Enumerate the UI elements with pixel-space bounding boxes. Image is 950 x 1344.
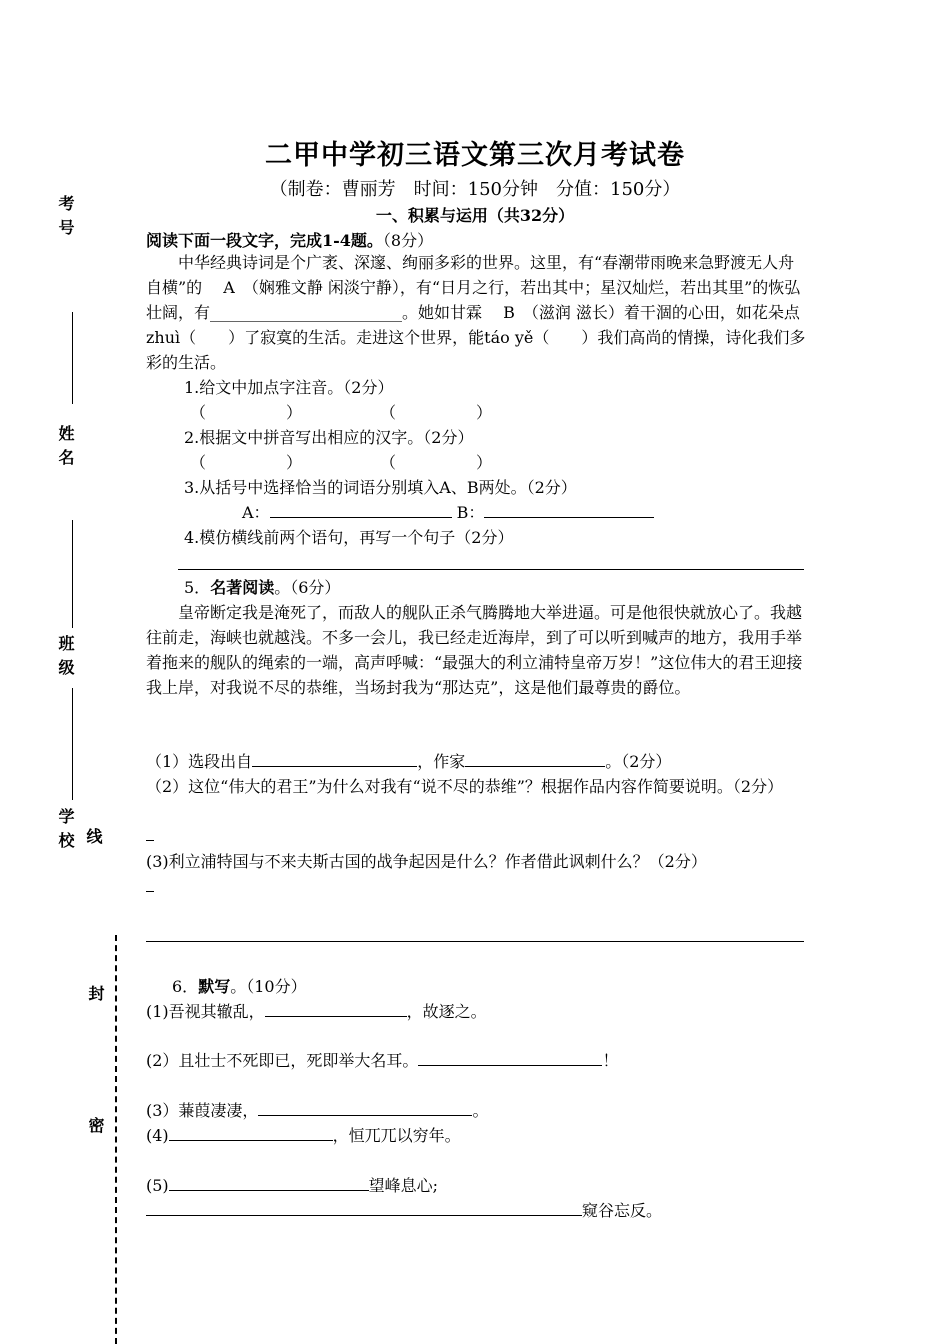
q6-line4-blank[interactable] xyxy=(169,1124,333,1141)
q5-sub2-answer-line[interactable] xyxy=(146,840,154,841)
q6-line4-text-b: ，恒兀兀以穷年。 xyxy=(332,1126,461,1145)
q3-answer-b[interactable] xyxy=(484,501,654,518)
question-5-heading xyxy=(184,575,340,598)
q6-line3-text-a: (3）蒹葭凄凄， xyxy=(146,1101,259,1120)
q2-blank-2[interactable]: （ ） xyxy=(380,453,493,472)
q6-line-2 xyxy=(146,1048,618,1071)
q6-line1-text-b: ，故逐之。 xyxy=(406,1002,487,1021)
exam-number-line xyxy=(72,312,73,404)
q5-title: 名著阅读 xyxy=(210,578,275,597)
q5-sub1-text-b: ，作家 xyxy=(417,752,466,771)
q5-sub3-answer-line[interactable] xyxy=(146,891,154,892)
class-line xyxy=(72,688,73,800)
q5-book-title-blank[interactable] xyxy=(252,750,417,767)
q6-line2-text-b: ！ xyxy=(602,1051,619,1070)
q6-line1-blank[interactable] xyxy=(265,1000,407,1017)
q6-line5-blank[interactable] xyxy=(169,1174,369,1191)
q3-label-b: B： xyxy=(456,503,485,522)
q1-blank-2[interactable]: （ ） xyxy=(380,403,493,422)
page-title: 二甲中学初三语文第三次月考试卷 xyxy=(265,140,685,171)
q6-line1-text-a: (1)吾视其辙乱， xyxy=(146,1002,265,1021)
q5-answer-line[interactable] xyxy=(146,941,804,942)
q6-line2-text-a: (2）且壮士不死即已，死即举大名耳。 xyxy=(146,1051,419,1070)
q2-blank-1[interactable]: （ ） xyxy=(190,453,303,472)
exam-number-label: 考号 xyxy=(56,195,75,243)
seal-feng-label: 封 xyxy=(86,985,105,1009)
question-1: 1.给文中加点字注音。（2分） xyxy=(184,378,394,397)
q6-line3-text-b: 。 xyxy=(472,1101,489,1120)
q6-line6-blank[interactable] xyxy=(146,1199,582,1216)
q1-4-intro-score: （8分） xyxy=(382,231,434,250)
q1-4-intro-instruction: 阅读下面一段文字，完成1-4题。 xyxy=(146,231,383,250)
q1-blank-1[interactable]: （ ） xyxy=(190,403,303,422)
q6-line2-blank[interactable] xyxy=(418,1049,602,1066)
name-label: 姓名 xyxy=(56,425,75,473)
name-line xyxy=(72,520,73,628)
q5-author-blank[interactable] xyxy=(465,750,605,767)
q1-4-intro xyxy=(146,228,433,251)
q6-line-3 xyxy=(146,1098,488,1121)
section-heading: 一、积累与运用（共32分） xyxy=(375,206,575,225)
exam-info: （制卷：曹丽芳 时间：150分钟 分值：150分） xyxy=(269,179,681,200)
seal-dashed-line xyxy=(115,935,117,1344)
q6-title: 默写 xyxy=(198,977,231,996)
q6-line-6 xyxy=(146,1198,662,1221)
q6-line-4 xyxy=(146,1123,461,1146)
q6-line5-text-b: 望峰息心; xyxy=(368,1176,439,1195)
q5-sub-2: （2）这位“伟大的君王”为什么对我有“说不尽的恭维”？根据作品内容作简要说明。（2分） xyxy=(146,777,784,796)
q6-line5-text-a: (5) xyxy=(146,1176,169,1195)
q3-answer-a[interactable] xyxy=(270,501,452,518)
q6-line3-blank[interactable] xyxy=(258,1099,472,1116)
q6-line4-text-a: (4) xyxy=(146,1126,169,1145)
q5-sub-3: (3)利立浦特国与不来夫斯古国的战争起因是什么？作者借此讽刺什么？（2分） xyxy=(146,852,707,871)
school-label: 学校 xyxy=(56,808,75,856)
question-3: 3.从括号中选择恰当的词语分别填入A、B两处。（2分） xyxy=(184,478,577,497)
q3-answers xyxy=(242,500,654,523)
reading-passage: 中华经典诗词是个广袤、深邃、绚丽多彩的世界。这里，有“春潮带雨晚来急野渡无人舟自横”的 A （娴雅文静 闲淡宁静），有“日月之行，若出其中；星汉灿烂，若出其里”的恢弘壮阔，有________________________。她如甘霖 B （滋润 滋长）着干涸的心田，如花朵点zhuì（ ）了寂寞的生活。走进这个世界，能táo yě（ ）我们高尚的情操，诗化我们多彩的生活。 xyxy=(146,253,806,372)
q5-score: 。（6分） xyxy=(274,578,341,597)
q6-line-5 xyxy=(146,1173,438,1196)
class-label: 班级 xyxy=(56,635,75,683)
q5-sub-1 xyxy=(146,749,671,772)
q6-number: 6． xyxy=(172,977,199,996)
q6-score: 。（10分） xyxy=(230,977,307,996)
q5-sub1-text-c: 。（2分） xyxy=(605,752,672,771)
q5-sub1-text-a: （1）选段出自 xyxy=(146,752,253,771)
q5-passage: 皇帝断定我是淹死了，而敌人的舰队正杀气腾腾地大举进逼。可是他很快就放心了。我越往前走，海峡也就越浅。不多一会儿，我已经走近海岸，到了可以听到喊声的地方，我用手举着拖来的舰队的绳索的一端，高声呼喊：“最强大的利立浦特皇帝万岁！”这位伟大的君王迎接我上岸，对我说不尽的恭维，当场封我为“那达克”，这是他们最尊贵的爵位。 xyxy=(146,603,803,697)
q3-label-a: A： xyxy=(242,503,270,522)
question-4: 4.模仿横线前两个语句，再写一个句子（2分） xyxy=(184,528,514,547)
q6-line-1 xyxy=(146,999,487,1022)
q5-number: 5． xyxy=(184,578,211,597)
question-6-heading xyxy=(172,974,307,997)
question-2: 2.根据文中拼音写出相应的汉字。（2分） xyxy=(184,428,474,447)
seal-line-label: 线 xyxy=(84,828,103,852)
seal-mi-label: 密 xyxy=(86,1117,105,1141)
q6-line6-text-b: 窥谷忘反。 xyxy=(582,1201,663,1220)
q4-answer-line[interactable] xyxy=(178,569,804,570)
